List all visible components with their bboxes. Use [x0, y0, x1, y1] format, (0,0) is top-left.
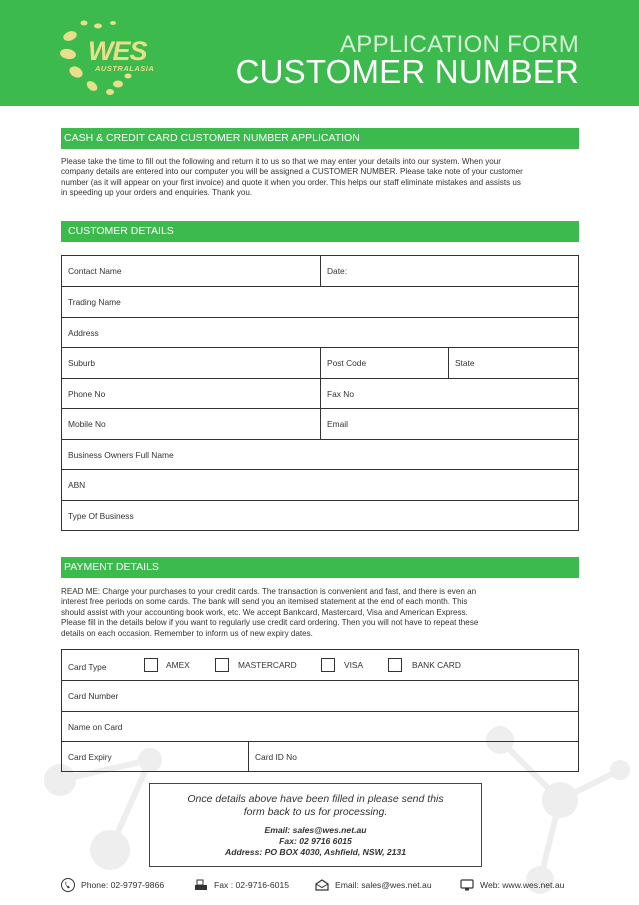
intro-line: company details are entered into our computer you will be assigned a CUSTOMER NUMBER. Please take note of your customer: [61, 167, 523, 177]
form-row: [62, 681, 578, 712]
logo-subtext: AUSTRALASIA: [95, 64, 155, 73]
form-row: [62, 470, 578, 501]
mobile-no-field[interactable]: Mobile No: [68, 419, 106, 429]
note-email: Email: sales@wes.net.au: [264, 825, 367, 835]
note-address: Address: PO BOX 4030, Ashfield, NSW, 2131: [224, 847, 406, 857]
footer-phone: [61, 877, 164, 893]
amex-label: AMEX: [166, 660, 190, 670]
footer-email: [315, 877, 432, 893]
payment-line: READ ME: Charge your purchases to your credit cards. The transaction is convenient and fast, and there is even an: [61, 587, 477, 596]
note-fax: Fax: 02 9716 6015: [279, 836, 352, 846]
form-row: [62, 287, 578, 318]
payment-line: details on each occasion. Remember to inform us of new expiry dates.: [61, 628, 313, 638]
return-instructions-box: [149, 783, 482, 867]
amex-checkbox[interactable]: [144, 658, 158, 672]
return-instructions-text: [150, 793, 481, 819]
phone-no-field[interactable]: Phone No: [68, 388, 106, 399]
note-line: Once details above have been filled in please send this: [187, 793, 444, 805]
bank-card-checkbox[interactable]: [388, 658, 402, 672]
footer-fax: [194, 877, 289, 893]
brand-logo: [58, 14, 168, 100]
visa-checkbox[interactable]: [321, 658, 335, 672]
post-code-field[interactable]: Post Code: [320, 348, 448, 378]
card-type-label: Card Type: [68, 662, 107, 672]
suburb-field[interactable]: Suburb: [68, 358, 96, 368]
mastercard-checkbox[interactable]: [215, 658, 229, 672]
header-banner: [0, 0, 639, 106]
footer-fax-text: Fax : 02-9716-6015: [214, 880, 290, 890]
logo-text: WES: [88, 36, 147, 66]
section-heading-payment: PAYMENT DETAILS: [61, 557, 579, 578]
footer-web-text: Web: www.wes.net.au: [480, 880, 565, 890]
state-field[interactable]: State: [448, 348, 578, 378]
footer-phone-text: Phone: 02-9797-9866: [81, 880, 165, 890]
card-number-field[interactable]: Card Number: [68, 691, 119, 701]
abn-field[interactable]: ABN: [68, 480, 86, 490]
payment-line: should assist with your accounting book work, etc. We accept Bankcard, Mastercard, Visa and American Express.: [61, 607, 468, 617]
header-title-line1: APPLICATION FORM: [339, 31, 579, 58]
section-heading-customer: CUSTOMER DETAILS: [61, 221, 579, 242]
type-of-business-field[interactable]: Type Of Business: [68, 510, 134, 521]
form-row: [62, 256, 578, 287]
form-row: [62, 650, 578, 681]
note-contact-block: [150, 825, 481, 858]
owners-name-field[interactable]: Business Owners Full Name: [68, 449, 174, 460]
footer-contact-bar: [0, 877, 639, 893]
footer-email-text: Email: sales@wes.net.au: [335, 880, 432, 890]
customer-details-form: [61, 255, 579, 531]
payment-line: interest free periods on some cards. The bank will send you an itemised statement at the end of each month. This: [61, 597, 468, 607]
intro-line: Please take the time to fill out the following and return it to us so that we may enter your details into our system. When your: [61, 157, 501, 166]
phone-icon: [61, 878, 75, 892]
address-field[interactable]: Address: [68, 327, 99, 338]
form-row: [62, 501, 578, 530]
note-line: form back to us for processing.: [243, 806, 388, 818]
date-field[interactable]: Date:: [320, 256, 578, 286]
payment-paragraph: [61, 587, 561, 639]
card-id-field[interactable]: Card ID No: [248, 742, 578, 771]
fax-icon: [194, 878, 208, 892]
web-icon: [460, 878, 474, 892]
section-heading-application: CASH & CREDIT CARD CUSTOMER NUMBER APPLICATION: [61, 128, 579, 149]
form-row: [62, 318, 578, 348]
form-row: [62, 742, 578, 771]
payment-line: Please fill in the details below if you want to regularly use credit card ordering. Then you will not have to repeat these: [61, 618, 479, 628]
form-row: [62, 348, 578, 379]
contact-name-field[interactable]: Contact Name: [68, 266, 122, 276]
form-row: [62, 409, 578, 440]
fax-no-field[interactable]: Fax No: [320, 379, 578, 408]
visa-label: VISA: [344, 660, 364, 670]
mastercard-label: MASTERCARD: [238, 660, 297, 670]
footer-web: [460, 877, 564, 893]
payment-details-form: [61, 649, 579, 772]
form-row: [62, 379, 578, 409]
form-row: [62, 440, 578, 470]
form-row: [62, 712, 578, 742]
header-title-line2: CUSTOMER NUMBER: [235, 53, 579, 90]
intro-paragraph: [61, 157, 561, 199]
intro-line: in speeding up your orders and enquiries. Thank you.: [61, 188, 253, 198]
email-icon: [315, 878, 329, 892]
trading-name-field[interactable]: Trading Name: [68, 297, 121, 307]
name-on-card-field[interactable]: Name on Card: [68, 721, 123, 732]
card-expiry-field[interactable]: Card Expiry: [68, 751, 112, 762]
intro-line: number (as it will appear on your first invoice) and quote it when you order. This helps our staff eliminate mistakes and assists us: [61, 177, 521, 187]
bank-card-label: BANK CARD: [412, 660, 461, 670]
email-field[interactable]: Email: [320, 409, 578, 439]
